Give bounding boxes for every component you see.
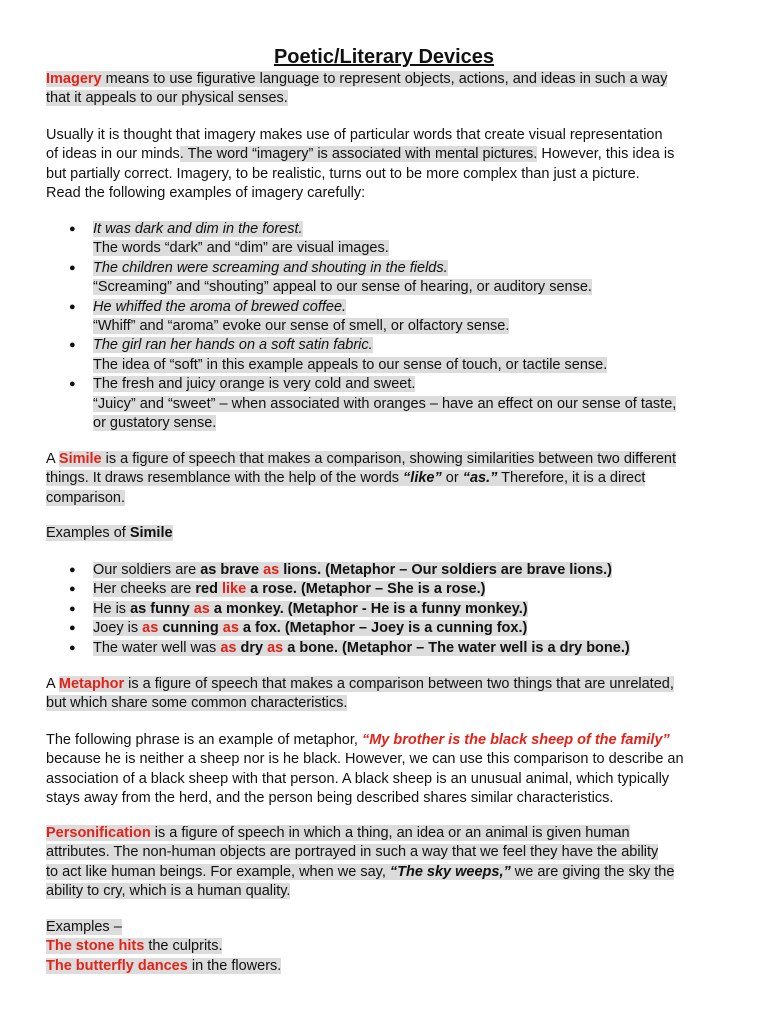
bullet-icon: ● [69, 564, 76, 576]
bullet-icon: ● [69, 583, 76, 596]
metaphor-term: Metaphor [58, 676, 125, 692]
bullet-icon: ● [69, 641, 76, 654]
simile-term: Simile [58, 451, 102, 467]
list-item: ● He is as funny as a monkey. (Metaphor - He is a funny monkey.) [46, 600, 722, 619]
list-item: ● Her cheeks are red like a rose. (Metaphor – She is a rose.) [46, 580, 722, 599]
bullet-icon: ● [69, 622, 76, 635]
list-item: ● The water well was as dry as a bone. (Metaphor – The water well is a dry bone.) [46, 639, 722, 658]
list-item: ● The fresh and juicy orange is very cold and sweet. “Juicy” and “sweet” – when associated with oranges – have an effect on our sense of taste, or gustatory sense. [69, 376, 677, 432]
metaphor-example: The following phrase is an example of metaphor, “My brother is the black sheep of the family” because he is neither a sheep nor is he black. However, we can use this comparison to describe an association of a black sheep with that person. A black sheep is an unusual animal, which typically stays away from the herd, and the person being described shares similar characteristics. [46, 732, 684, 807]
simile-examples [46, 561, 722, 658]
simile-examples-label: Examples of Simile [46, 525, 173, 541]
bullet-icon: ● [69, 602, 76, 615]
list-item: ● It was dark and dim in the forest. The words “dark” and “dim” are visual images. [69, 221, 389, 257]
list-item: ● He whiffed the aroma of brewed coffee. “Whiff” and “aroma” evoke our sense of smell, or olfactory sense. [69, 298, 510, 335]
simile-definition: A Simile is a figure of speech that makes a comparison, showing similarities between two different things. It draws resemblance with the help of the words “like” or “as.” Therefore, it is a direct comparison. [46, 451, 677, 506]
imagery-explanation: Usually it is thought that imagery makes use of particular words that create visual representation of ideas in our minds. The word “imagery” is associated with mental pictures. However, this idea is but partially correct. Imagery, to be realistic, turns out to be more complex than just a picture. Read the following examples of imagery carefully: [46, 127, 675, 202]
bullet-icon: ● [69, 261, 76, 274]
imagery-definition: Imagery means to use figurative language to represent objects, actions, and ideas in such a way that it appeals to our physical senses. [46, 71, 668, 107]
page-title: Poetic/Literary Devices [273, 46, 495, 68]
personification-term: Personification [46, 825, 151, 841]
metaphor-definition: A Metaphor is a figure of speech that makes a comparison between two things that are unrelated, but which share some common characteristics. [46, 676, 674, 712]
list-item: ● The girl ran her hands on a soft satin fabric. The idea of “soft” in this example appeals to our sense of touch, or tactile sense. [69, 337, 608, 373]
imagery-term: Imagery [46, 71, 102, 87]
bullet-icon: ● [69, 223, 76, 235]
bullet-icon: ● [69, 378, 76, 391]
imagery-examples [46, 220, 722, 433]
bullet-icon: ● [69, 339, 76, 352]
list-item: ● Our soldiers are as brave as lions. (Metaphor – Our soldiers are brave lions.) [46, 561, 722, 580]
personification-examples: Examples – The stone hits the culprits. The butterfly dances in the flowers. [46, 919, 282, 974]
personification-definition: Personification is a figure of speech in which a thing, an idea or an animal is given human attributes. The non-human objects are portrayed in such a way that we feel they have the ability to act like human beings. For example, when we say, “The sky weeps,” we are giving the sky the ability to cry, which is a human quality. [46, 825, 675, 900]
list-item: ● Joey is as cunning as a fox. (Metaphor – Joey is a cunning fox.) [46, 619, 722, 638]
list-item: ● The children were screaming and shouting in the fields. “Screaming” and “shouting” appeal to our sense of hearing, or auditory sense. [69, 259, 592, 296]
bullet-icon: ● [69, 300, 76, 313]
